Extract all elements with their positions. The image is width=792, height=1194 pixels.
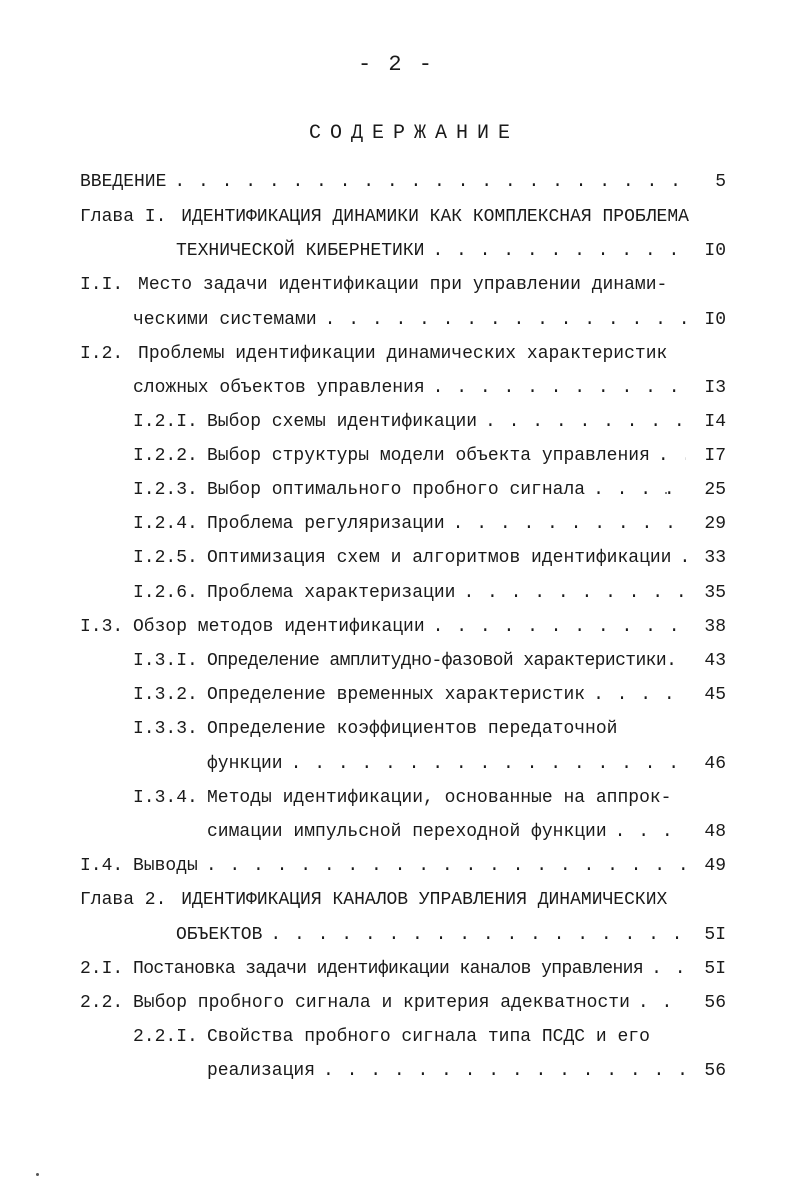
toc-entry-page: I7	[704, 446, 726, 466]
toc-entry-text: Свойства пробного сигнала типа ПСДС и его	[207, 1027, 650, 1047]
toc-entry-s1-3-3-line1	[133, 719, 617, 743]
toc-entry-text: ИДЕНТИФИКАЦИЯ ДИНАМИКИ КАК КОМПЛЕКСНАЯ ПРОБЛЕМА	[181, 207, 689, 227]
toc-leader-dots	[666, 651, 686, 671]
toc-entry-ch1-line1	[80, 207, 689, 231]
toc-entry-s2-2-1-line1	[133, 1027, 650, 1051]
toc-leader-dots	[262, 925, 686, 945]
toc-entry-number: I.2.5.	[133, 548, 198, 568]
toc-entry-page: 45	[704, 685, 726, 705]
toc-entry-page: 5I	[704, 925, 726, 945]
toc-entry-s1-2-line2	[133, 378, 726, 402]
toc-entry-s1-3-4-line1	[133, 788, 671, 812]
toc-leader-dots	[315, 1061, 686, 1081]
toc-entry-page: I0	[704, 241, 726, 261]
toc-entry-intro	[80, 172, 726, 196]
toc-entry-text: Обзор методов идентификации	[133, 617, 425, 637]
toc-entry-text: Определение коэффициентов передаточной	[207, 719, 618, 739]
toc-entry-text: Методы идентификации, основанные на аппрок-	[207, 788, 672, 808]
toc-entry-page: 56	[704, 1061, 726, 1081]
toc-entry-page: 29	[704, 514, 726, 534]
toc-entry-number: I.2.I.	[133, 412, 198, 432]
toc-entry-page: 38	[704, 617, 726, 637]
toc-entry-page: 49	[704, 856, 726, 876]
toc-entry-page: 56	[704, 993, 726, 1013]
toc-entry-s1-2-4	[133, 514, 726, 538]
toc-entry-text: Место задачи идентификации при управлении динами-	[138, 275, 668, 295]
page-title: СОДЕРЖАНИЕ	[308, 122, 520, 145]
toc-entry-text: ВВЕДЕНИЕ	[80, 172, 167, 192]
toc-entry-s1-3	[80, 617, 726, 641]
toc-entry-number: 2.2.	[80, 993, 124, 1013]
toc-entry-text: Выбор оптимального пробного сигнала	[207, 480, 586, 500]
toc-entry-s1-2-5	[133, 548, 726, 572]
toc-leader-dots	[425, 617, 686, 637]
toc-entry-s2-2	[80, 993, 726, 1017]
toc-entry-number: I.2.6.	[133, 583, 198, 603]
toc-entry-text: Постановка задачи идентификации каналов управления	[133, 959, 644, 979]
scan-speck	[36, 1173, 39, 1176]
toc-entry-number: I.3.4.	[133, 788, 198, 808]
toc-entry-number: I.2.4.	[133, 514, 198, 534]
toc-leader-dots	[585, 685, 686, 705]
toc-entry-number: I.3.I.	[133, 651, 198, 671]
toc-entry-text: ческими системами	[133, 310, 317, 330]
toc-entry-page: 43	[704, 651, 726, 671]
toc-entry-text: Выбор структуры модели объекта управления	[207, 446, 650, 466]
toc-entry-number: 2.2.I.	[133, 1027, 198, 1047]
toc-entry-number: I.2.3.	[133, 480, 198, 500]
toc-entry-page: 35	[704, 583, 726, 603]
toc-entry-s2-1	[80, 959, 726, 983]
toc-entry-s1-3-2	[133, 685, 726, 709]
toc-entry-page: 48	[704, 822, 726, 842]
toc-entry-page: 25	[704, 480, 726, 500]
toc-entry-text: Проблема регуляризации	[207, 514, 445, 534]
toc-entry-s1-2-1	[133, 412, 726, 436]
toc-leader-dots	[166, 172, 686, 192]
toc-leader-dots	[198, 856, 686, 876]
toc-leader-dots	[317, 310, 686, 330]
toc-entry-number: Глава 2.	[80, 890, 167, 910]
toc-entry-page: 46	[704, 754, 726, 774]
toc-leader-dots	[477, 412, 686, 432]
scan-speck	[665, 492, 667, 494]
toc-entry-s1-3-3-line2	[207, 754, 726, 778]
toc-leader-dots	[424, 241, 686, 261]
toc-entry-text: симации импульсной переходной функции	[207, 822, 607, 842]
toc-entry-text: ИДЕНТИФИКАЦИЯ КАНАЛОВ УПРАВЛЕНИЯ ДИНАМИЧЕСКИХ	[181, 890, 668, 910]
toc-entry-s1-3-1	[133, 651, 726, 675]
toc-entry-number: I.4.	[80, 856, 124, 876]
toc-entry-s1-2-2	[133, 446, 726, 470]
toc-entry-text: функции	[207, 754, 283, 774]
toc-leader-dots	[585, 480, 686, 500]
toc-entry-number: I.2.2.	[133, 446, 198, 466]
toc-entry-page: I0	[704, 310, 726, 330]
toc-entry-text: Определение временных характеристик	[207, 685, 586, 705]
toc-entry-s2-2-1-line2	[207, 1061, 726, 1085]
toc-entry-ch1-line2	[176, 241, 726, 265]
toc-entry-ch2-line1	[80, 890, 667, 914]
toc-entry-text: Оптимизация схем и алгоритмов идентификации	[207, 548, 672, 568]
toc-entry-number: I.3.2.	[133, 685, 198, 705]
toc-entry-s1-2-line1	[80, 344, 667, 368]
toc-leader-dots	[425, 378, 686, 398]
toc-entry-s1-1-line2	[133, 310, 726, 334]
page-number: - 2 -	[357, 52, 434, 77]
toc-entry-number: 2.I.	[80, 959, 124, 979]
toc-leader-dots	[643, 959, 686, 979]
toc-entry-page: 5	[715, 172, 726, 192]
toc-entry-s1-4	[80, 856, 726, 880]
toc-entry-number: I.3.	[80, 617, 124, 637]
toc-leader-dots	[630, 993, 686, 1013]
toc-entry-number: Глава I.	[80, 207, 167, 227]
toc-entry-page: 5I	[704, 959, 726, 979]
toc-entry-text: Выбор пробного сигнала и критерия адекватности	[133, 993, 630, 1013]
toc-entry-text: ОБЪЕКТОВ	[176, 925, 263, 945]
toc-leader-dots	[445, 514, 686, 534]
toc-entry-number: I.3.3.	[133, 719, 198, 739]
toc-leader-dots	[455, 583, 686, 603]
toc-entry-text: Выводы	[133, 856, 198, 876]
toc-entry-number: I.2.	[80, 344, 124, 364]
toc-entry-s1-2-6	[133, 583, 726, 607]
toc-entry-s1-2-3	[133, 480, 726, 504]
toc-leader-dots	[671, 548, 686, 568]
toc-leader-dots	[283, 754, 686, 774]
toc-entry-text: ТЕХНИЧЕСКОЙ КИБЕРНЕТИКИ	[176, 241, 425, 261]
toc-entry-s1-3-4-line2	[207, 822, 726, 846]
toc-leader-dots	[650, 446, 686, 466]
toc-entry-s1-1-line1	[80, 275, 667, 299]
toc-leader-dots	[607, 822, 686, 842]
toc-entry-text: Выбор схемы идентификации	[207, 412, 478, 432]
toc-entry-text: Проблема характеризации	[207, 583, 456, 603]
toc-entry-text: реализация	[207, 1061, 316, 1081]
toc-entry-page: I3	[704, 378, 726, 398]
toc-entry-page: I4	[704, 412, 726, 432]
toc-entry-number: I.I.	[80, 275, 124, 295]
toc-entry-text: сложных объектов управления	[133, 378, 425, 398]
toc-entry-text: Определение амплитудно-фазовой характеристики	[207, 651, 667, 671]
toc-entry-page: 33	[704, 548, 726, 568]
toc-entry-ch2-line2	[176, 925, 726, 949]
toc-entry-text: Проблемы идентификации динамических характеристик	[138, 344, 668, 364]
